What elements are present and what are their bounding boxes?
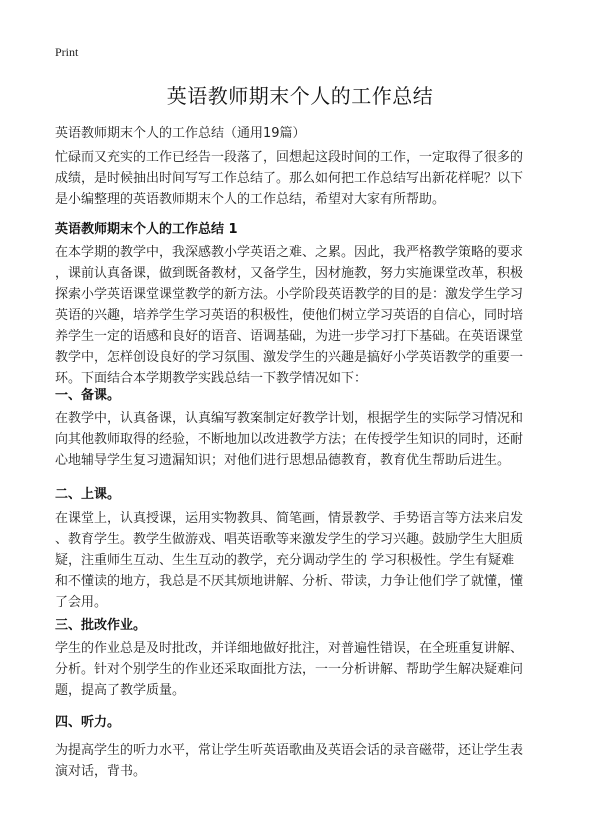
paragraph-line: 和不懂读的地方，我总是不厌其烦地讲解、分析、带读，力争让他们学了就懂，懂	[55, 574, 524, 589]
paragraph-line: 为提高学生的听力水平，常让学生听英语歌曲及英语会话的录音磁带，还让学生表	[55, 743, 524, 758]
section-heading-listening: 四、听力。	[55, 715, 121, 730]
paragraph-line: 、教育学生。教学生做游戏、唱英语歌等来激发学生的学习兴趣。鼓励学生大胆质	[55, 532, 524, 547]
section-paragraph-lesson-prep	[55, 408, 555, 471]
document-subtitle: 英语教师期末个人的工作总结（通用19篇）	[55, 126, 306, 141]
paragraph-line: 教学中，怎样创设良好的学习氛围、激发学生的兴趣是搞好小学英语教学的重要一	[55, 350, 524, 365]
paragraph-line: 心地辅导学生复习遗漏知识；对他们进行思想品德教育，教育优生帮助后进生。	[55, 453, 511, 468]
paragraph-line: 题，提高了教学质量。	[55, 683, 186, 698]
paragraph-line: 疑，注重师生互动、生生互动的教学，充分调动学生的 学习积极性。学生有疑难	[55, 553, 515, 568]
document-title: 英语教师期末个人的工作总结	[166, 84, 434, 108]
paragraph-line: ，课前认真备课，做到既备教材，又备学生，因材施教，努力实施课堂改革，积极	[55, 266, 524, 281]
paragraph-line: 养学生一定的语感和良好的语音、语调基础，为进一步学习打下基础。在英语课堂	[55, 329, 524, 344]
section-heading-lesson-prep: 一、备课。	[55, 388, 121, 403]
section-heading-teaching: 二、上课。	[55, 487, 121, 502]
paragraph-line: 向其他教师取得的经验，不断地加以改进教学方法；在传授学生知识的同时，还耐	[55, 432, 524, 447]
paragraph-line: 在课堂上，认真授课，运用实物教具、简笔画，情景教学、手势语言等方法来启发	[55, 511, 524, 526]
paragraph-line: 探索小学英语课堂课堂教学的新方法。小学阶段英语教学的目的是：激发学生学习	[55, 287, 524, 302]
paragraph-line: 在本学期的教学中，我深感教小学英语之难、之累。因此，我严格教学策略的要求	[55, 245, 524, 260]
paragraph-line: 演对话，背书。	[55, 764, 147, 779]
paragraph-line: 学生的作业总是及时批改，并详细地做好批注，对普遍性错误，在全班重复讲解、	[55, 641, 524, 656]
paragraph-line: 了会用。	[55, 595, 108, 610]
section-heading-homework: 三、批改作业。	[55, 618, 147, 633]
paragraph-line: 英语的兴趣，培养学生学习英语的积极性，使他们树立学习英语的自信心，同时培	[55, 308, 524, 323]
article-intro-paragraph	[55, 242, 555, 389]
paragraph-line: 分析。针对个别学生的作业还采取面批方法，一一分析讲解、帮助学生解决疑难问	[55, 662, 524, 677]
article-heading: 英语教师期末个人的工作总结 1	[55, 222, 238, 237]
paragraph-line: 在教学中，认真备课，认真编写教案制定好教学计划，根据学生的实际学习情况和	[55, 411, 524, 426]
paragraph-line: 是小编整理的英语教师期末个人的工作总结，希望对大家有所帮助。	[55, 192, 446, 207]
paragraph-line: 成绩，是时候抽出时间写写工作总结了。那么如何把工作总结写出新花样呢？以下	[55, 171, 524, 186]
section-paragraph-teaching	[55, 508, 555, 613]
intro-paragraph	[55, 147, 555, 210]
paragraph-line: 环。下面结合本学期教学实践总结一下教学情况如下：	[55, 371, 368, 386]
section-paragraph-listening	[55, 740, 555, 782]
section-paragraph-homework	[55, 638, 555, 701]
print-link[interactable]: Print	[55, 45, 79, 59]
paragraph-line: 忙碌而又充实的工作已经告一段落了，回想起这段时间的工作，一定取得了很多的	[55, 150, 524, 165]
